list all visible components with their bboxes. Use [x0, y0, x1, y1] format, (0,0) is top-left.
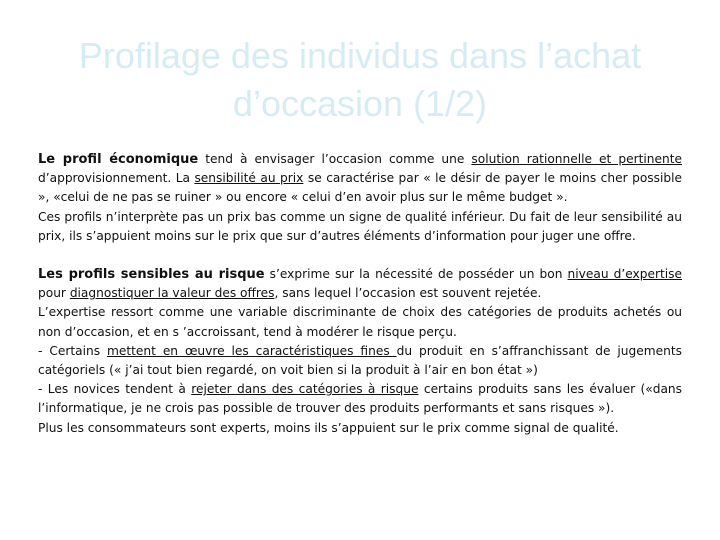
underlined-text: diagnostiquer la valeur des offres [69, 286, 275, 301]
economic-profile-detail: Ces profils n’interprète pas un prix bas comme un signe de qualité inférieur. Du fait de leur sensibilité au prix, ils s’appuient moins sur le prix que sur d’autres éléments d’information pour juger une offre. [38, 209, 682, 243]
text-span: tend à envisager l’occasion comme une [198, 152, 472, 166]
expertise-paragraph: L’expertise ressort comme une variable discriminante de choix des catégories de produits achetés ou non d’occasion, et en s ’accroissant, tend à modérer le risque perçu. [38, 305, 682, 339]
title-line-1: Profilage des individus dans l’achat [78, 35, 642, 76]
conclusion-paragraph: Plus les consommateurs sont experts, moins ils s’appuient sur le prix comme signal de qualité. [38, 420, 619, 435]
underlined-text: mettent en œuvre les caractéristiques fines [106, 343, 397, 358]
text-span: s’exprime sur la nécessité de posséder un bon [264, 267, 568, 282]
title-line-2: d’occasion (1/2) [232, 83, 488, 124]
risk-profile-heading: Les profils sensibles au risque [38, 267, 265, 283]
text-span: - Certains [38, 343, 107, 358]
underlined-text: rejeter dans des catégories à risque [191, 382, 419, 397]
underlined-text: sensibilité au prix [194, 171, 304, 186]
experts-bullet [38, 342, 682, 380]
underlined-text: solution rationnelle et pertinente [471, 152, 682, 166]
text-span: certains produits sans les évaluer («dans l’informatique, je ne crois pas possible de trouver des produits performants et sans risques »). [38, 382, 682, 416]
economic-profile-heading: Le profil économique [38, 152, 199, 167]
risk-profile-paragraph [38, 265, 682, 303]
text-span: - Les novices tendent à [38, 382, 192, 397]
text-span: pour [38, 286, 70, 301]
novices-bullet [38, 380, 682, 418]
underlined-text: niveau d’expertise [567, 267, 682, 282]
economic-profile-paragraph [38, 150, 682, 208]
text-span: d’approvisionnement. La [38, 171, 195, 186]
spacer [38, 246, 682, 265]
slide-body [38, 150, 682, 438]
slide-title [20, 32, 700, 128]
text-span: se caractérise par « le désir de payer le moins cher possible », «celui de ne pas se ruiner » ou encore « celui d’en avoir plus sur le même budget ». [38, 171, 682, 205]
text-span: du produit en s’affranchissant de jugements catégoriels (« j’ai tout bien regardé, on voit bien si la produit à l’air en bon état ») [38, 343, 682, 378]
text-span: , sans lequel l’occasion est souvent rejetée. [274, 286, 542, 301]
